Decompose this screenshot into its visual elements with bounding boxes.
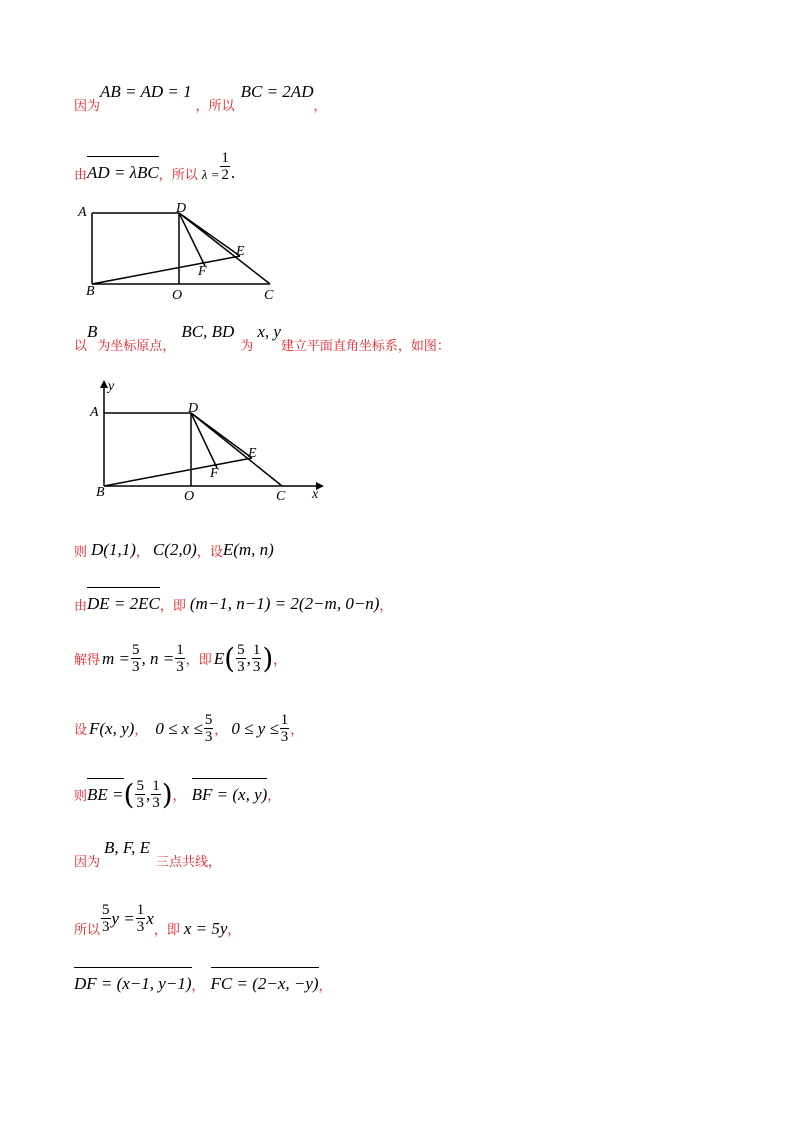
comma: ， <box>227 923 241 938</box>
text-then: 则 <box>74 545 88 560</box>
label-f: F <box>198 264 207 279</box>
comma: ， <box>273 653 287 668</box>
label-a: A <box>78 205 87 220</box>
eq-ab-ad: AB = AD = 1 <box>100 82 192 101</box>
text-ie: ，即 <box>159 599 186 614</box>
frac-x-bound: $\frac{5}{3}$ <box>204 712 213 745</box>
comma: ， <box>267 789 281 804</box>
eq-vector-ad: AD = λBC <box>87 163 159 183</box>
line-1 <box>74 82 327 114</box>
text-as: 为 <box>240 339 254 354</box>
label-o: O <box>184 489 195 503</box>
comma: ， <box>379 599 393 614</box>
vector-be: BE = <box>87 785 124 805</box>
eq-vector-de: DE = 2EC <box>87 594 160 614</box>
text-so: ，所以 <box>158 168 198 183</box>
comma: ， <box>135 545 149 560</box>
text-ie: ，即 <box>185 653 212 668</box>
label-d: D <box>188 401 199 416</box>
point-e: E <box>213 648 225 668</box>
comma: ， <box>318 979 332 994</box>
ineq-y: 0 ≤ y ≤ <box>231 718 279 738</box>
label-a: A <box>90 405 99 420</box>
text-from: 由 <box>74 168 88 183</box>
frac-y-bound: $\frac{1}{3}$ <box>280 712 289 745</box>
text-then: 则 <box>74 789 88 804</box>
vector-df: DF = (x−1, y−1) <box>74 974 192 994</box>
text-so: ，所以 <box>195 99 235 114</box>
text-because: 因为 <box>74 99 101 114</box>
comma: ， <box>290 723 304 738</box>
eq-y: y = <box>111 908 135 928</box>
point-e: E(m, n) <box>222 540 274 559</box>
line-11 <box>74 974 332 994</box>
eq-bc: BC = 2AD <box>240 82 314 101</box>
comma: ， <box>172 789 186 804</box>
eq-lambda: λ = <box>201 167 220 182</box>
label-o: O <box>172 288 183 303</box>
point-c: C(2,0) <box>152 540 197 559</box>
line-3 <box>74 322 450 354</box>
eq-result: x = 5y <box>183 918 228 938</box>
figure-1-trapezoid <box>74 200 294 305</box>
label-f: F <box>210 466 219 481</box>
ineq-x: 0 ≤ x ≤ <box>155 718 203 738</box>
text-from: 由 <box>74 599 88 614</box>
line-10 <box>74 902 241 938</box>
line-6: 解得 m = $\frac{5}{3}$ , n = $\frac{1}{3}$ ，即 E ( $\frac{5}{3}$ , $\frac{1}{3}$ ) ， <box>74 641 287 675</box>
line-2 <box>74 150 235 183</box>
points-bfe: B, F, E <box>104 838 150 857</box>
line-9 <box>74 838 221 870</box>
text-because: 因为 <box>74 855 101 870</box>
frac-ey: $\frac{1}{3}$ <box>252 642 261 675</box>
frac-be-x: $\frac{5}{3}$ <box>136 778 144 811</box>
text-ie: ，即 <box>153 923 180 938</box>
line-8: 则 BE = ( $\frac{5}{3}$ , $\frac{1}{3}$ ) ， BF = (x, y) ， <box>74 777 281 811</box>
label-e: E <box>248 446 257 461</box>
text-comma: ， <box>313 99 327 114</box>
figure-2-coordinate-system <box>86 378 336 503</box>
point-b: B <box>87 322 98 341</box>
frac-be-y: $\frac{1}{3}$ <box>152 778 160 811</box>
eq-n: , n = <box>141 648 175 668</box>
text-origin: 为坐标原点， <box>97 339 176 354</box>
text-so: 所以 <box>74 923 101 938</box>
label-b: B <box>86 284 95 299</box>
label-c: C <box>264 288 274 303</box>
vector-fc: FC = (2−x, −y) <box>211 974 319 994</box>
label-b: B <box>96 485 105 500</box>
line-7 <box>74 712 303 745</box>
label-d: D <box>176 201 187 216</box>
text-set: 设 <box>74 723 88 738</box>
line-4 <box>74 540 274 560</box>
line-5 <box>74 594 392 614</box>
point-d: D(1,1) <box>91 540 136 559</box>
label-c: C <box>276 489 286 503</box>
eq-m: m = <box>102 648 131 668</box>
label-x: x <box>312 487 319 502</box>
comma: ， <box>191 979 205 994</box>
frac-half: $\frac{1}{2}$ <box>221 150 229 183</box>
frac-one-third: $\frac{1}{3}$ <box>176 642 184 675</box>
comma: ， <box>214 723 228 738</box>
text-build-coords: 建立平面直角坐标系，如图： <box>280 339 450 354</box>
frac-one-third: $\frac{1}{3}$ <box>136 902 145 935</box>
text-collinear: 三点共线， <box>155 855 221 870</box>
text-solve: 解得 <box>74 653 101 668</box>
period: . <box>230 163 236 182</box>
frac-five-thirds: $\frac{5}{3}$ <box>132 642 140 675</box>
frac-five-thirds: $\frac{5}{3}$ <box>102 902 110 935</box>
comma: ， <box>134 723 148 738</box>
label-y: y <box>108 379 115 394</box>
axes-bc-bd: BC, BD <box>181 322 235 341</box>
axes-xy: x, y <box>257 322 281 341</box>
text-with: 以 <box>74 339 88 354</box>
text-set: ，设 <box>196 545 223 560</box>
label-e: E <box>236 244 245 259</box>
vector-bf: BF = (x, y) <box>192 785 268 805</box>
eq-x: x <box>146 908 154 928</box>
point-f: F(x, y) <box>89 718 135 738</box>
frac-ex: $\frac{5}{3}$ <box>237 642 245 675</box>
eq-component: (m−1, n−1) = 2(2−m, 0−n) <box>189 594 380 613</box>
